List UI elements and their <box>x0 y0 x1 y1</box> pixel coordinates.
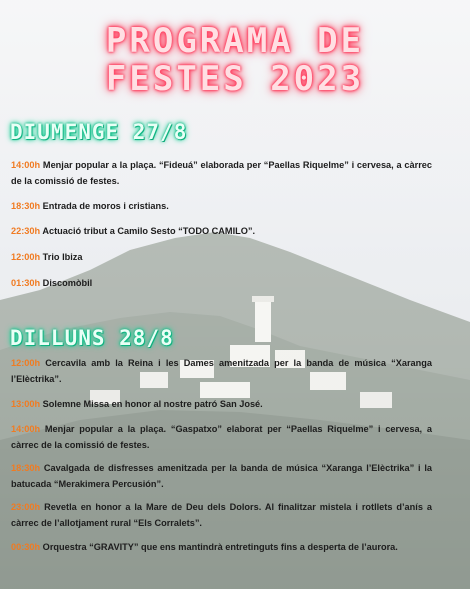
page-title-line-1: PROGRAMA DE <box>105 21 365 61</box>
event-text: Revetla en honor a la Mare de Deu dels Dolors. Al finalitzar mistela i rotllets d’anís a càrrec de l’allotjament rural “Els Corralets”. <box>11 502 432 528</box>
event-text: Entrada de moros i cristians. <box>40 201 169 211</box>
event-item <box>11 356 432 387</box>
event-text: Menjar popular a la plaça. “Gaspatxo” elaborat per “Paellas Riquelme” i cervesa, a càrrec de la comissió de festes. <box>11 424 432 450</box>
event-item <box>11 250 432 266</box>
event-time: 12:00h <box>11 252 41 262</box>
event-item <box>11 540 432 556</box>
event-item <box>11 158 432 189</box>
event-time: 18:30h <box>11 463 41 473</box>
day-heading-sunday: DIUMENGE 27/8 <box>10 120 188 144</box>
event-text: Cavalgada de disfresses amenitzada per la banda de música “Xaranga l’Elèctrika” i la batucada “Merakimera Percusión”. <box>11 463 432 489</box>
event-item <box>11 461 432 492</box>
event-text: Solemne Missa en honor al nostre patró San José. <box>40 399 263 409</box>
event-time: 23:00h <box>11 502 41 512</box>
page-title <box>0 22 470 98</box>
event-item <box>11 422 432 453</box>
event-time: 22:30h <box>11 226 41 236</box>
event-time: 13:00h <box>11 399 41 409</box>
event-time: 18:30h <box>11 201 41 211</box>
page-title-line-2: FESTES 2023 <box>105 59 365 99</box>
event-item <box>11 276 432 292</box>
event-time: 12:00h <box>11 358 41 368</box>
event-time: 14:00h <box>11 424 41 434</box>
event-text: Menjar popular a la plaça. “Fideuá” elaborada per “Paellas Riquelme” i cervesa, a càrrec de la comissió de festes. <box>11 160 432 186</box>
event-text: Orquestra “GRAVITY” que ens mantindrà entretinguts fins a desperta de l’aurora. <box>40 542 398 552</box>
event-item <box>11 500 432 531</box>
event-time: 14:00h <box>11 160 41 170</box>
event-item <box>11 199 432 215</box>
day-heading-monday: DILLUNS 28/8 <box>10 326 174 350</box>
event-time: 01:30h <box>11 278 41 288</box>
event-text: Discomòbil <box>40 278 93 288</box>
event-text: Cercavila amb la Reina i les Dames amenitzada per la banda de música “Xaranga l’Elèctrika”. <box>11 358 432 384</box>
event-text: Trio Ibiza <box>40 252 83 262</box>
event-time: 00:30h <box>11 542 41 552</box>
event-text: Actuació tribut a Camilo Sesto “TODO CAMILO”. <box>40 226 256 236</box>
event-item <box>11 224 432 240</box>
event-item <box>11 397 432 413</box>
